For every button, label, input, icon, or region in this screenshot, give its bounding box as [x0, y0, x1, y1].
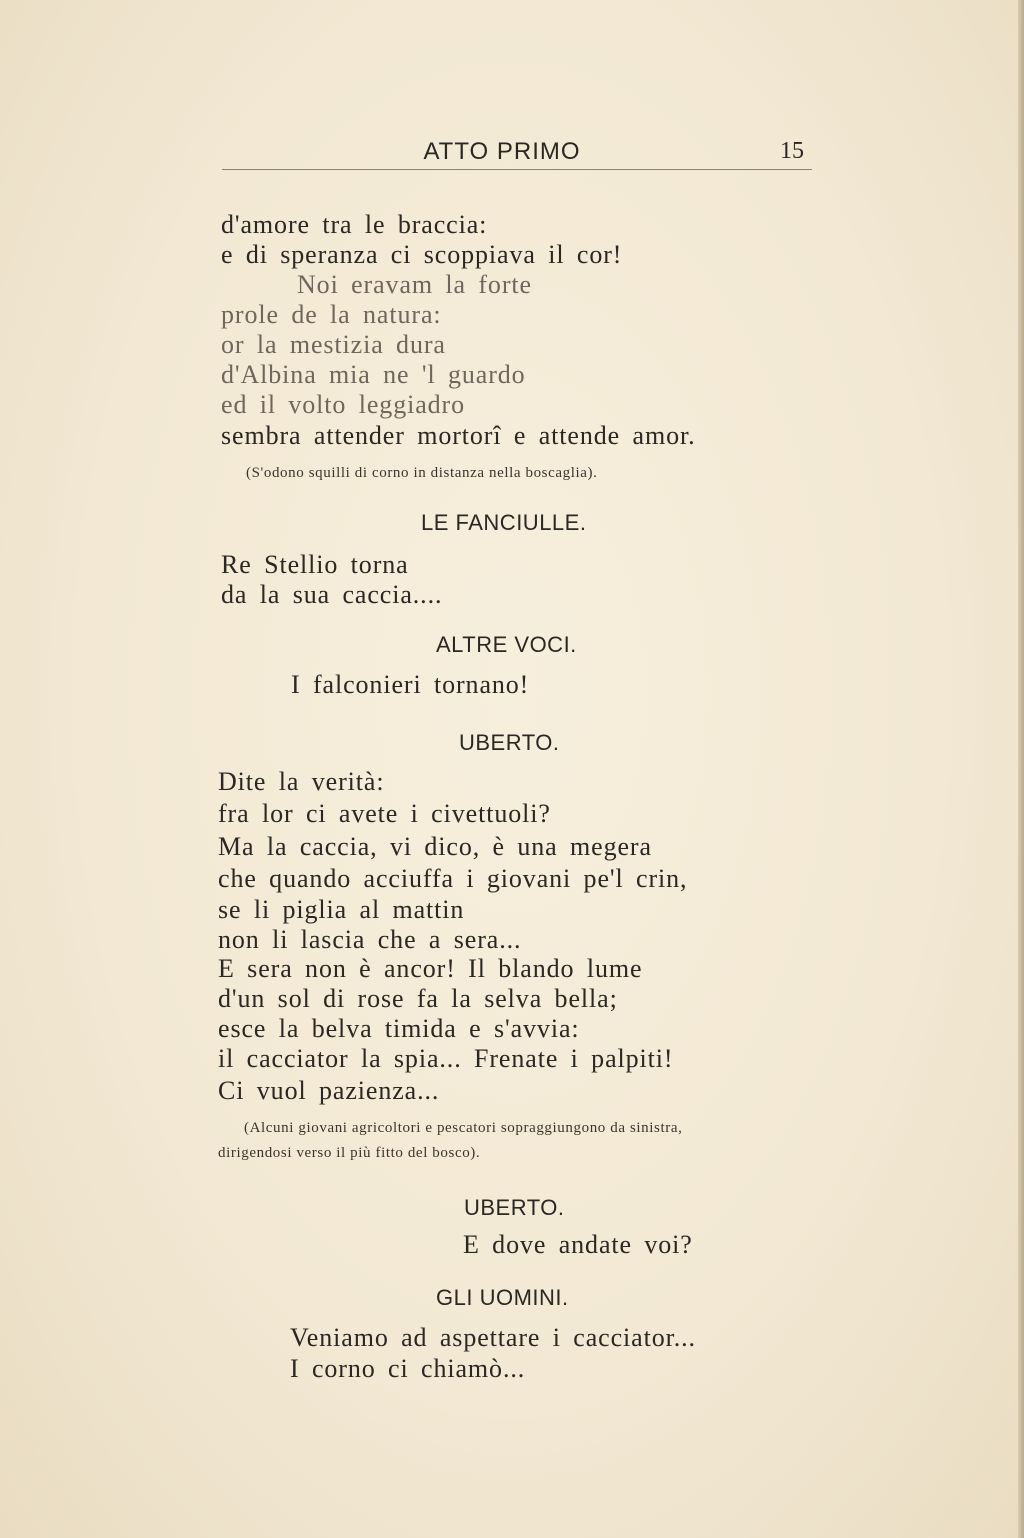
verse-line: d'Albina mia ne 'l guardo: [221, 360, 526, 389]
verse-line: da la sua caccia....: [221, 580, 443, 609]
verse-line: e di speranza ci scoppiava il cor!: [221, 240, 623, 269]
speaker-heading: UBERTO.: [459, 730, 560, 755]
verse-line: non li lascia che a sera...: [218, 925, 522, 954]
verse-line: se li piglia al mattin: [218, 895, 465, 924]
verse-line: Noi eravam la forte: [297, 270, 532, 299]
verse-line: ed il volto leggiadro: [221, 390, 466, 419]
verse-line: d'amore tra le braccia:: [221, 210, 488, 239]
verse-line: Ci vuol pazienza...: [218, 1076, 440, 1105]
running-header: [222, 138, 812, 172]
verse-line: Dite la verità:: [218, 767, 385, 796]
verse-line: prole de la natura:: [221, 300, 442, 329]
verse-line: esce la belva timida e s'avvia:: [218, 1014, 580, 1043]
verse-line: che quando acciuffa i giovani pe'l crin,: [218, 864, 688, 893]
verse-line: d'un sol di rose fa la selva bella;: [218, 984, 618, 1013]
verse-line: Ma la caccia, vi dico, è una megera: [218, 832, 652, 861]
page-number: 15: [780, 138, 804, 164]
header-rule: [222, 169, 812, 170]
verse-line: or la mestizia dura: [221, 330, 446, 359]
stage-direction: (S'odono squilli di corno in distanza nella boscaglia).: [246, 465, 598, 481]
verse-line: I corno ci chiamò...: [290, 1354, 526, 1383]
verse-line: sembra attender mortorî e attende amor.: [221, 421, 696, 450]
page-edge: [1018, 0, 1024, 1538]
stage-direction: dirigendosi verso il più fitto del bosco).: [218, 1145, 481, 1161]
verse-line: fra lor ci avete i civettuoli?: [218, 799, 551, 828]
verse-line: I falconieri tornano!: [291, 670, 530, 699]
speaker-heading: UBERTO.: [464, 1195, 565, 1220]
speaker-heading: ALTRE VOCI.: [436, 632, 577, 657]
speaker-heading: LE FANCIULLE.: [421, 510, 587, 535]
verse-line: E dove andate voi?: [463, 1230, 693, 1259]
verse-line: Veniamo ad aspettare i cacciator...: [290, 1323, 696, 1352]
verse-line: il cacciator la spia... Frenate i palpiti!: [218, 1044, 674, 1073]
running-title: ATTO PRIMO: [423, 138, 581, 165]
verse-line: Re Stellio torna: [221, 550, 409, 579]
speaker-heading: GLI UOMINI.: [436, 1285, 569, 1310]
stage-direction: (Alcuni giovani agricoltori e pescatori sopraggiungono da sinistra,: [244, 1120, 683, 1136]
verse-line: E sera non è ancor! Il blando lume: [218, 954, 643, 983]
